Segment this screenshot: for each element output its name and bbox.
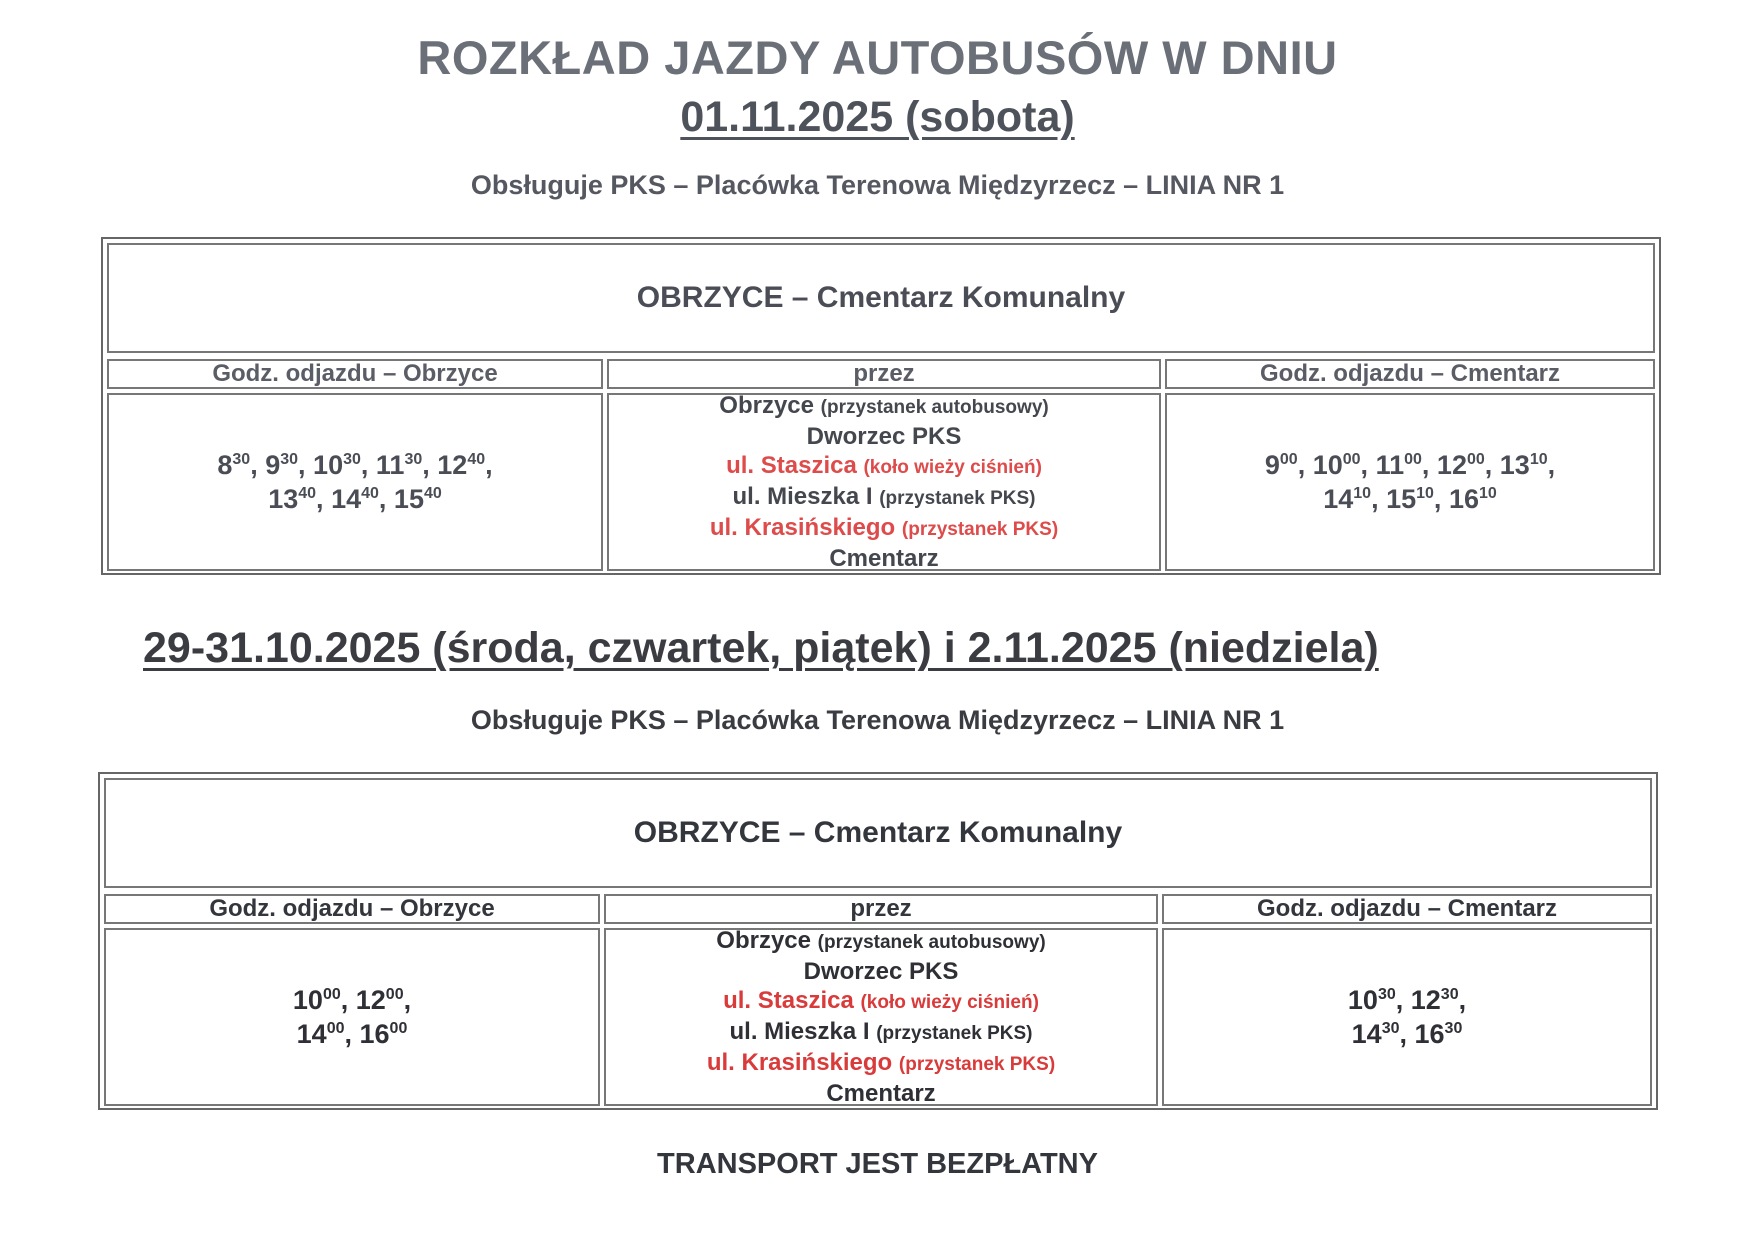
departure-time: $12^{00}$ [355, 985, 404, 1015]
departure-time: $9^{00}$ [1264, 450, 1298, 480]
via-stop-list [710, 391, 1058, 573]
header-departures-obrzyce: Godz. odjazdu – Obrzyce [104, 894, 600, 924]
departure-times: $10^{00}$, $12^{00}$, $14^{00}$, $16^{00}$ [292, 985, 412, 1049]
via-stop: ul. Mieszka I (przystanek PKS) [729, 1018, 1033, 1045]
operator-line-secondary: Obsługuje PKS – Placówka Terenowa Międzyrzecz – LINIA NR 1 [470, 705, 1285, 735]
departure-time: $12^{40}$ [437, 450, 486, 480]
header-via: przez [607, 359, 1161, 389]
via-cell [607, 393, 1161, 571]
departures-obrzyce-cell [107, 393, 603, 571]
departures-obrzyce-cell [104, 928, 600, 1106]
departure-time: $9^{30}$ [265, 450, 299, 480]
departure-time: $16^{30}$ [1414, 1019, 1463, 1049]
route-title: OBRZYCE – Cmentarz Komunalny [107, 243, 1655, 353]
departure-time: $12^{00}$ [1436, 450, 1485, 480]
secondary-date-text: 29-31.10.2025 (środa, czwartek, piątek) i 2.11.2025 (niedziela) [143, 624, 1379, 672]
via-stop: ul. Staszica (koło wieży ciśnień) [726, 452, 1042, 479]
via-stop: ul. Staszica (koło wieży ciśnień) [723, 987, 1039, 1014]
timetable-primary [101, 237, 1661, 575]
via-stop: Obrzyce (przystanek autobusowy) [716, 927, 1046, 954]
header-departures-cmentarz: Godz. odjazdu – Cmentarz [1165, 359, 1655, 389]
departure-time: $15^{40}$ [393, 484, 442, 514]
via-stop-list [707, 926, 1055, 1108]
route-title: OBRZYCE – Cmentarz Komunalny [104, 778, 1652, 888]
departure-time: $8^{30}$ [217, 450, 251, 480]
departure-time: $13^{10}$ [1499, 450, 1548, 480]
departure-time: $10^{30}$ [313, 450, 361, 480]
departure-time: $16^{10}$ [1448, 484, 1497, 514]
via-stop: ul. Mieszka I (przystanek PKS) [732, 483, 1036, 510]
departure-times: $10^{30}$, $12^{30}$, $14^{30}$, $16^{30}$ [1347, 985, 1467, 1049]
via-cell [604, 928, 1158, 1106]
departure-time: $14^{30}$ [1351, 1019, 1400, 1049]
header-departures-obrzyce: Godz. odjazdu – Obrzyce [107, 359, 603, 389]
header-departures-cmentarz: Godz. odjazdu – Cmentarz [1162, 894, 1652, 924]
departure-time: $13^{40}$ [268, 484, 317, 514]
departure-time: $12^{30}$ [1410, 985, 1459, 1015]
primary-date-text: 01.11.2025 (sobota) [680, 93, 1075, 141]
via-stop: Cmentarz [829, 545, 939, 572]
operator-line-primary: Obsługuje PKS – Placówka Terenowa Międzyrzecz – LINIA NR 1 [470, 170, 1285, 200]
departures-cmentarz-cell [1162, 928, 1652, 1106]
via-stop: Dworzec PKS [806, 423, 962, 450]
departure-time: $14^{00}$ [296, 1019, 345, 1049]
departure-time: $10^{00}$ [292, 985, 341, 1015]
via-stop: Dworzec PKS [803, 958, 959, 985]
timetable-secondary [98, 772, 1658, 1110]
via-stop: ul. Krasińskiego (przystanek PKS) [706, 1049, 1056, 1076]
primary-date-heading [0, 93, 1755, 142]
departures-cmentarz-cell [1165, 393, 1655, 571]
departure-time: $14^{10}$ [1323, 484, 1372, 514]
departure-time: $11^{30}$ [375, 450, 423, 480]
via-stop: ul. Krasińskiego (przystanek PKS) [709, 514, 1059, 541]
departure-time: $14^{40}$ [331, 484, 379, 514]
free-transport-note: TRANSPORT JEST BEZPŁATNY [657, 1148, 1098, 1180]
departure-time: $11^{00}$ [1375, 450, 1422, 480]
departure-time: $10^{00}$ [1312, 450, 1361, 480]
departure-times: $8^{30}$, $9^{30}$, $10^{30}$, $11^{30}$, $12^{40}$, $13^{40}$, $14^{40}$, $15^{40}$ [217, 450, 493, 514]
departure-time: $10^{30}$ [1347, 985, 1396, 1015]
via-stop: Obrzyce (przystanek autobusowy) [719, 392, 1049, 419]
page-title: ROZKŁAD JAZDY AUTOBUSÓW W DNIU [417, 31, 1338, 84]
departure-time: $16^{00}$ [359, 1019, 408, 1049]
header-via: przez [604, 894, 1158, 924]
departure-times: $9^{00}$, $10^{00}$, $11^{00}$, $12^{00}$, $13^{10}$, $14^{10}$, $15^{10}$, $16^{10}$ [1264, 450, 1556, 514]
via-stop: Cmentarz [826, 1080, 936, 1107]
secondary-date-heading [143, 624, 1379, 673]
departure-time: $15^{10}$ [1386, 484, 1434, 514]
